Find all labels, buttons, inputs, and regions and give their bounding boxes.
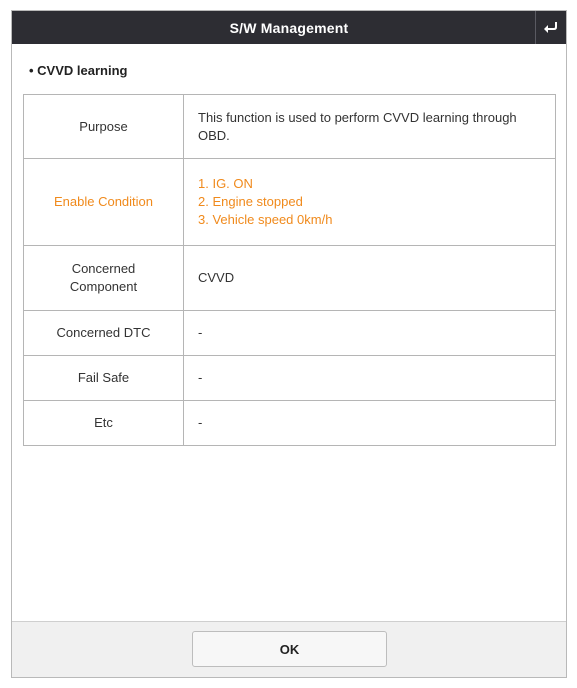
table-row-purpose [24,95,556,159]
row-value: - [184,401,556,446]
table-row-concerned-dtc [24,311,556,356]
table-row-etc [24,401,556,446]
condition-line: 1. IG. ON [198,176,253,191]
label-line: Concerned [71,261,136,276]
return-arrow-icon [543,21,559,35]
row-label: Purpose [24,95,184,159]
row-label: Enable Condition [24,159,184,246]
info-table [23,94,556,446]
dialog-title: S/W Management [229,19,349,36]
dialog-footer [12,621,566,677]
row-label: Fail Safe [24,356,184,401]
row-value: This function is used to perform CVVD learning through OBD. [184,95,556,159]
sw-management-dialog [11,10,567,678]
row-label: Concerned DTC [24,311,184,356]
ok-button[interactable]: OK [192,631,387,667]
row-value: CVVD [184,246,556,311]
row-value: - [184,311,556,356]
condition-line: 3. Vehicle speed 0km/h [198,212,333,227]
label-line: Component [69,279,138,294]
row-value [184,159,556,246]
section-title: • CVVD learning [29,63,128,78]
title-bar [12,11,566,44]
row-value: - [184,356,556,401]
back-button[interactable] [535,11,566,44]
table-row-fail-safe [24,356,556,401]
table-row-concerned-component [24,246,556,311]
table-row-enable-condition [24,159,556,246]
condition-line: 2. Engine stopped [198,194,303,209]
row-label: Etc [24,401,184,446]
row-label [24,246,184,311]
